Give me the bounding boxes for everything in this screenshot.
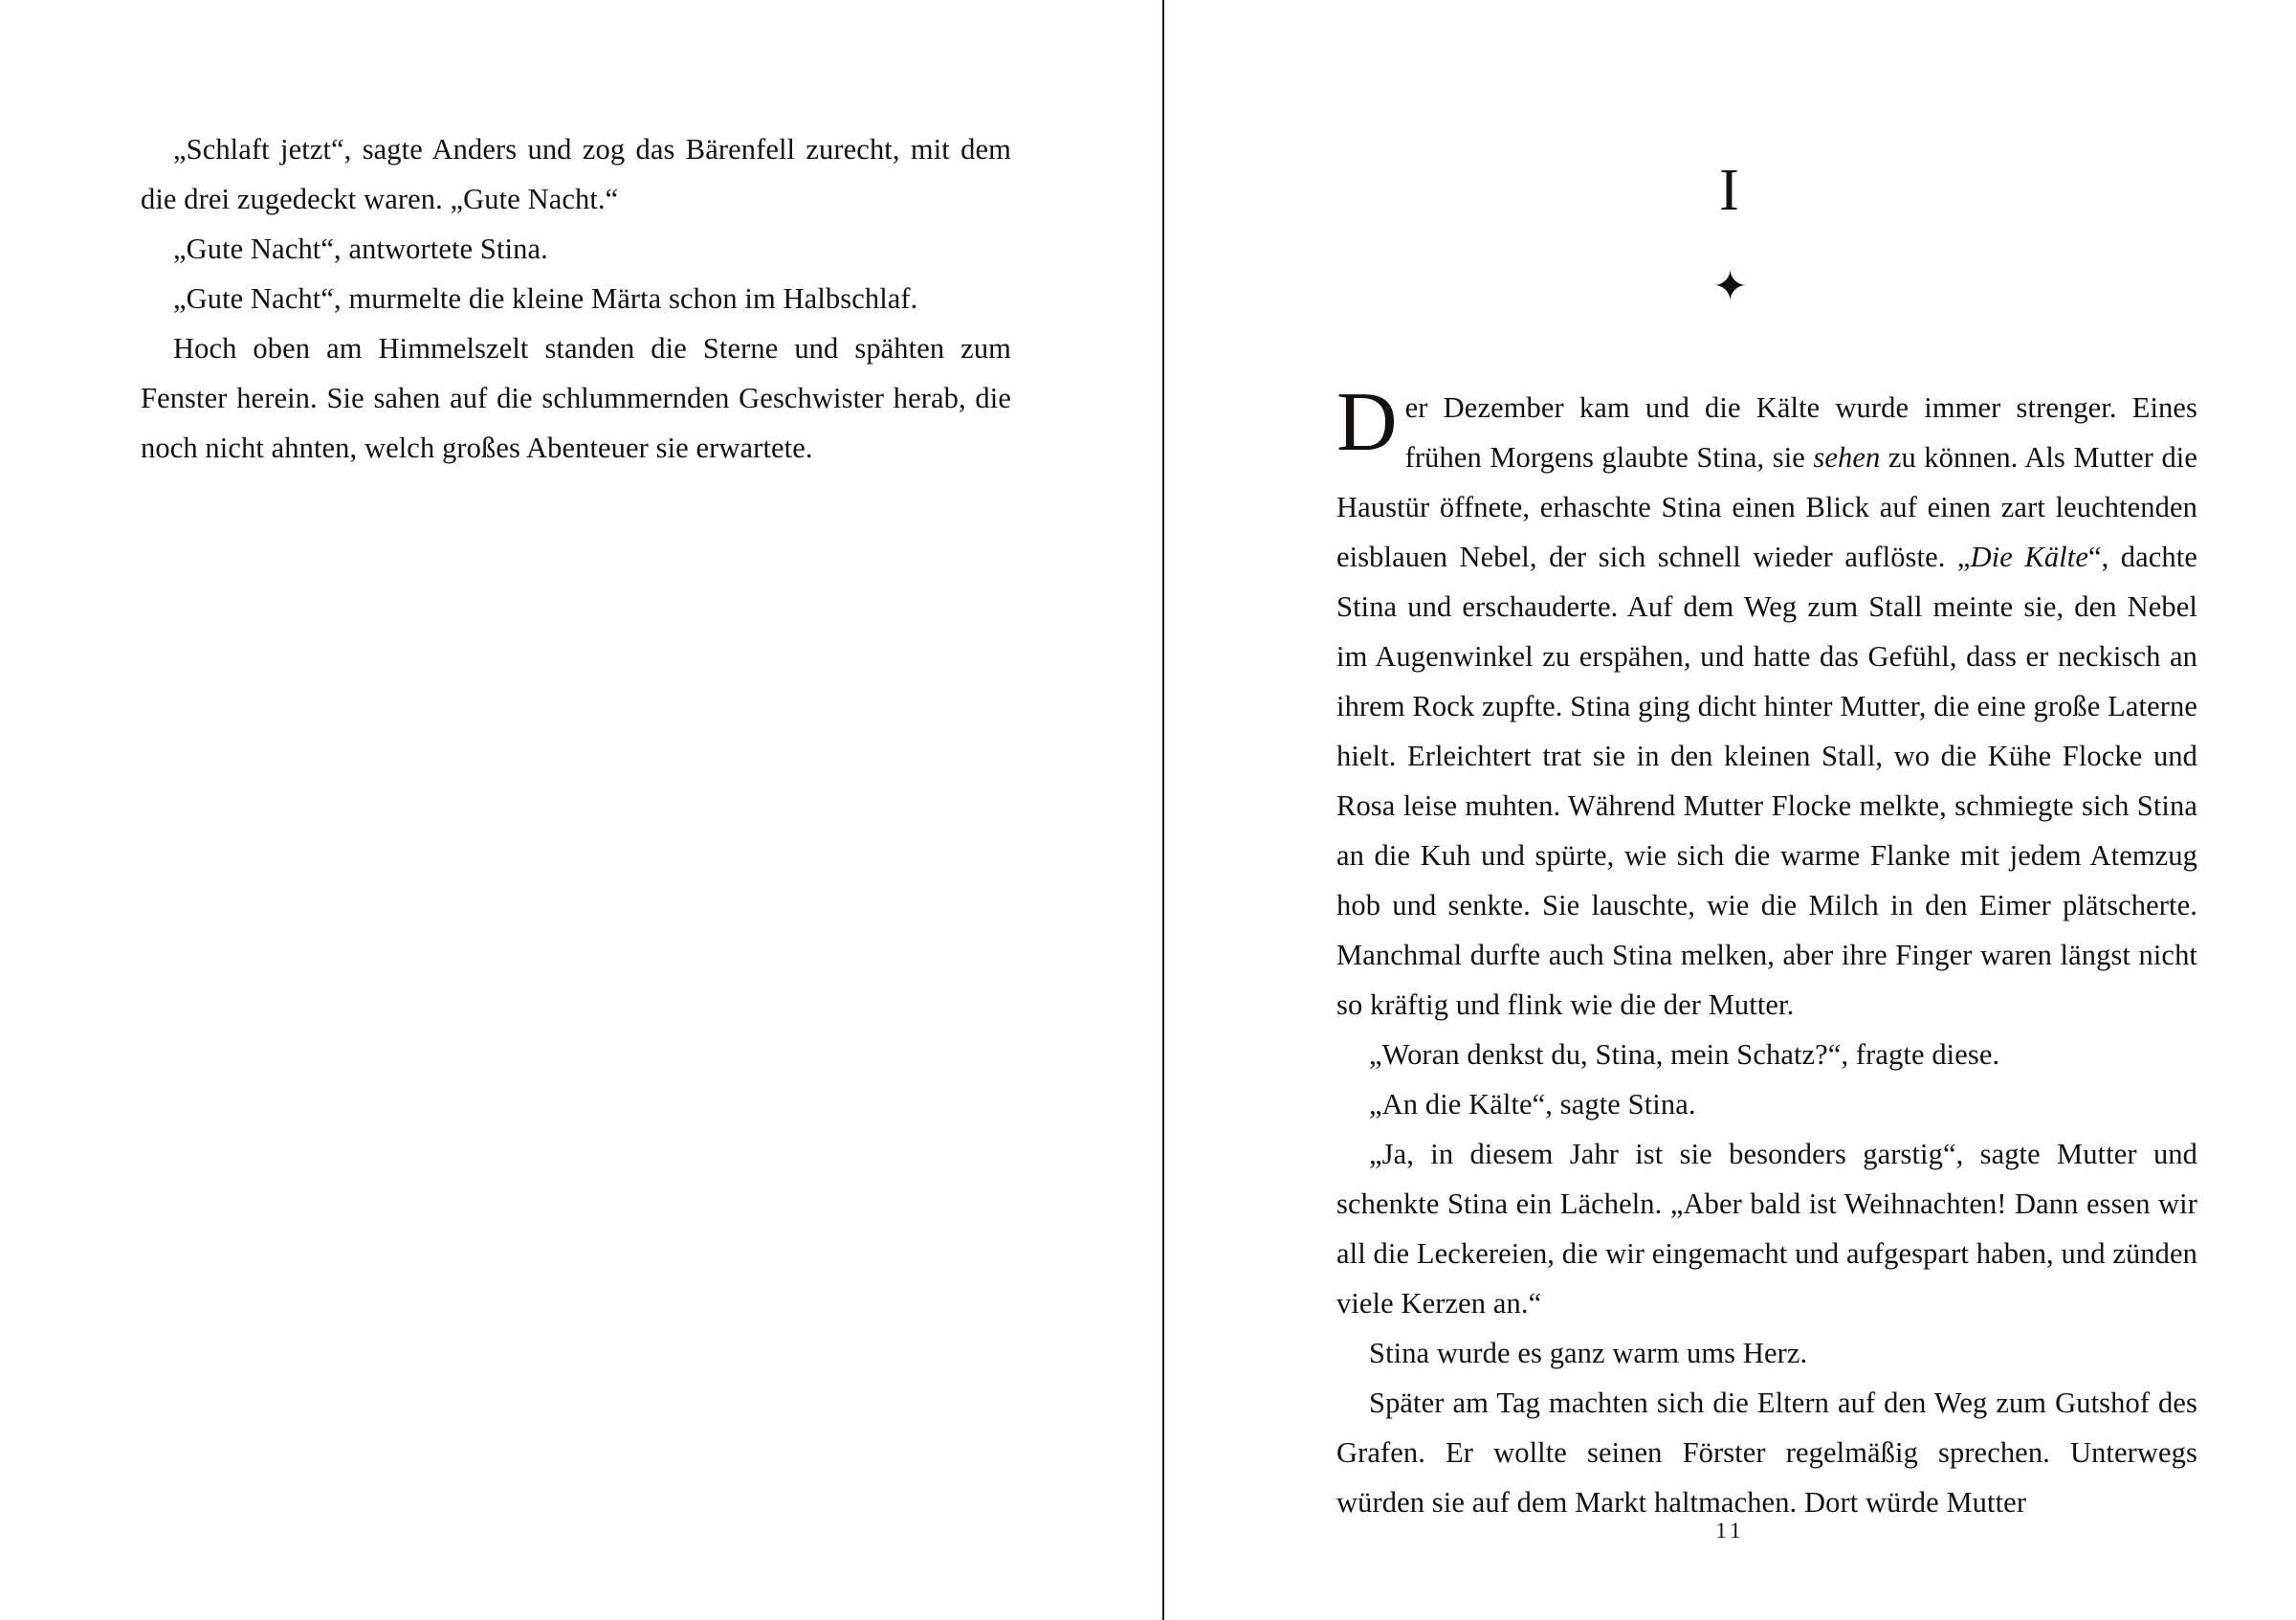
paragraph: „Schlaft jetzt“, sagte Anders und zog das Bärenfell zurecht, mit dem die drei zugedeckt waren. „Gute Nacht.“ <box>141 133 1011 215</box>
opening-paragraph-italic-2: Die Kälte <box>1970 541 2088 573</box>
chapter-number: I <box>1719 158 1741 223</box>
opening-paragraph-italic-1: sehen <box>1813 441 1881 474</box>
star-ornament-icon: ✦ <box>1712 263 1748 310</box>
opening-paragraph-part-2: zu können. Als Mutter die Haustür öffnete, erhaschte Stina einen Blick auf einen zart leuchtenden eisblauen Nebel, der sich schnell wieder auflöste. „ <box>1336 441 2198 573</box>
right-page-text-block <box>1336 376 2198 1527</box>
drop-cap: D <box>1336 376 1398 469</box>
opening-paragraph-part-1: er Dezember kam und die Kälte wurde immer strenger. Eines frühen Morgens glaubte Stina, sie <box>1404 391 2197 474</box>
page-number: 11 <box>1715 1519 1745 1542</box>
paragraph: „Ja, in diesem Jahr ist sie besonders garstig“, sagte Mutter und schenkte Stina ein Lächeln. „Aber bald ist Weihnachten! Dann essen wir all die Leckereien, die wir eingemacht und aufgespart haben, und zünden viele Kerzen an.“ <box>1336 1138 2197 1320</box>
left-page-text-block <box>141 124 1011 473</box>
paragraph: „Gute Nacht“, antwortete Stina. <box>173 233 548 265</box>
paragraph: Hoch oben am Himmelszelt standen die Sterne und spähten zum Fenster herein. Sie sahen auf die schlummernden Geschwister herab, die noch nicht ahnten, welch großes Abenteuer sie erwartete. <box>141 332 1011 464</box>
opening-paragraph-part-3: “, dachte Stina und erschauderte. Auf dem Weg zum Stall meinte sie, den Nebel im Augenwinkel zu erspähen, und hatte das Gefühl, dass er neckisch an ihrem Rock zupfte. Stina ging dicht hinter Mutter, die eine große Laterne hielt. Erleichtert trat sie in den kleinen Stall, wo die Kühe Flocke und Rosa leise muhten. Während Mutter Flocke melkte, schmiegte sich Stina an die Kuh und spürte, wie sich die warme Flanke mit jedem Atemzug hob und senkte. Sie lauschte, wie die Milch in den Eimer plätscherte. Manchmal durfte auch Stina melken, aber ihre Finger waren längst nicht so kräftig und flink wie die der Mutter. <box>1336 541 2197 1021</box>
paragraph: „An die Kälte“, sagte Stina. <box>1369 1088 1696 1121</box>
paragraph: „Gute Nacht“, murmelte die kleine Märta schon im Halbschlaf. <box>173 282 918 315</box>
paragraph: Stina wurde es ganz warm ums Herz. <box>1369 1337 1808 1369</box>
right-page <box>1164 0 2296 1620</box>
paragraph: „Woran denkst du, Stina, mein Schatz?“, fragte diese. <box>1369 1038 2000 1071</box>
opening-paragraph <box>1336 376 2198 1030</box>
paragraph: Später am Tag machten sich die Eltern auf den Weg zum Gutshof des Grafen. Er wollte seinen Förster regelmäßig sprechen. Unterwegs würden sie auf dem Markt haltmachen. Dort würde Mutter <box>1336 1387 2197 1519</box>
